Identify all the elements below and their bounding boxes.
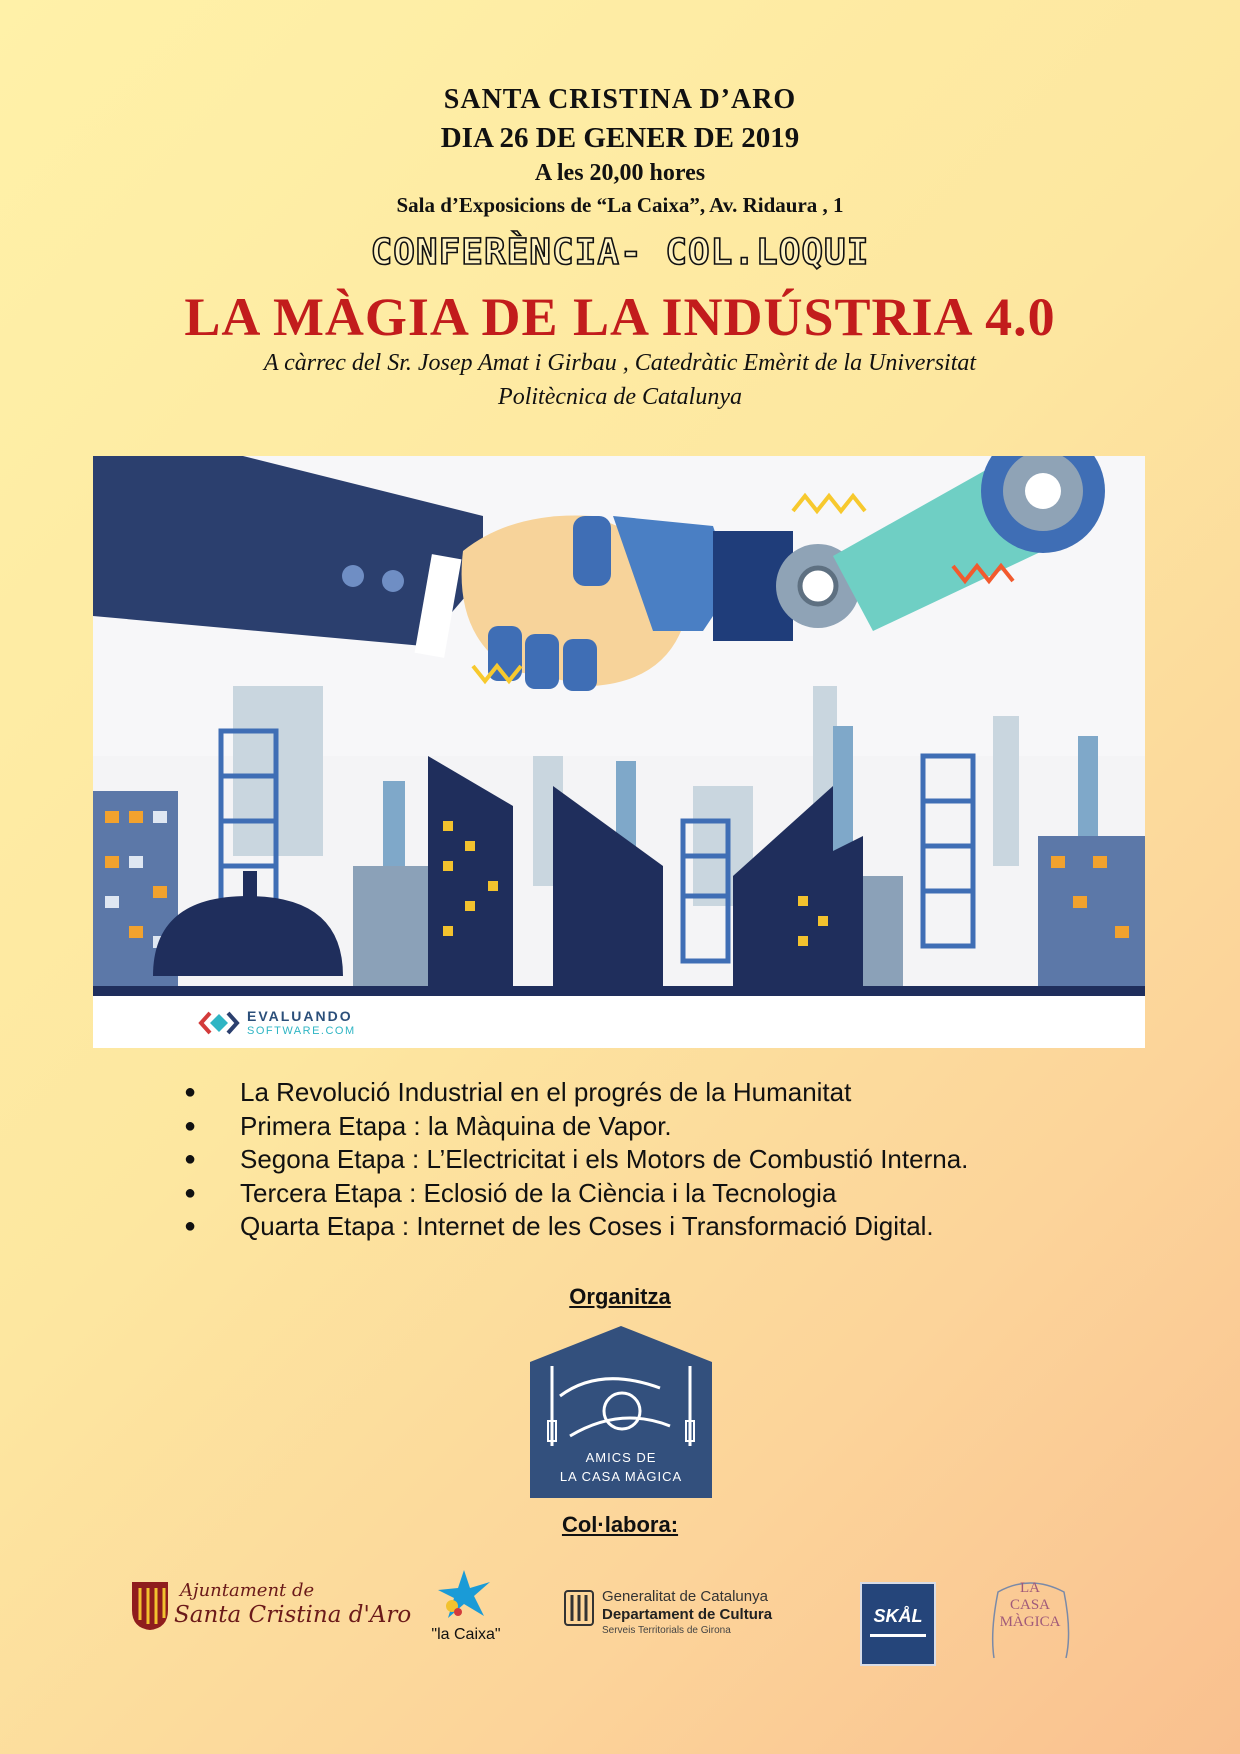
- lacaixa-star-icon: [434, 1568, 494, 1622]
- topic-text: Primera Etapa : la Màquina de Vapor.: [240, 1110, 672, 1141]
- event-time: A les 20,00 hores: [534, 160, 706, 186]
- casa-magica-line-2: CASA: [1009, 1597, 1050, 1613]
- coat-of-arms-icon: [130, 1580, 170, 1632]
- casa-magica-line-3: MÀGICA: [999, 1614, 1061, 1630]
- generalitat-logo: [564, 1588, 804, 1638]
- list-item: [180, 1143, 968, 1177]
- topics-list: [180, 1076, 968, 1244]
- skal-label: SKÅL: [873, 1606, 923, 1626]
- collaborators-label: Col·labora:: [561, 1512, 679, 1537]
- credit-line-1: EVALUANDO: [247, 1008, 353, 1024]
- bullet-icon: ●: [184, 1081, 197, 1103]
- evaluando-logo-icon: [198, 1009, 240, 1037]
- topic-text: Tercera Etapa : Eclosió de la Ciència i la Tecnologia: [240, 1177, 837, 1208]
- topic-text: Segona Etapa : L’Electricitat i els Motors de Combustió Interna.: [240, 1144, 969, 1174]
- speaker-line-2: Politècnica de Catalunya: [498, 384, 742, 410]
- lacaixa-logo: [424, 1568, 508, 1648]
- ajuntament-line-2: Santa Cristina d'Aro: [174, 1602, 412, 1628]
- bullet-icon: ●: [184, 1148, 197, 1170]
- event-date: DIA 26 DE GENER DE 2019: [440, 122, 800, 154]
- event-title: LA MÀGIA DE LA INDÚSTRIA 4.0: [184, 287, 1056, 347]
- amics-casa-magica-logo: [530, 1326, 712, 1498]
- bullet-icon: ●: [184, 1215, 197, 1237]
- hero-illustration: [93, 456, 1145, 1048]
- credit-line-2: SOFTWARE.COM: [247, 1025, 356, 1037]
- bullet-icon: ●: [184, 1114, 197, 1137]
- event-type: CONFERÈNCIA- COL.LOQUI: [370, 232, 870, 273]
- list-item: [180, 1076, 968, 1110]
- lacaixa-label: "la Caixa": [431, 1626, 501, 1643]
- list-item: [180, 1110, 968, 1144]
- organizer-logo-line-1: AMICS DE: [585, 1450, 657, 1465]
- generalitat-emblem-icon: [564, 1590, 594, 1626]
- ajuntament-line-1: Ajuntament de: [180, 1580, 315, 1601]
- speaker-line-1: A càrrec del Sr. Josep Amat i Girbau , Catedràtic Emèrit de la Universitat: [263, 350, 977, 376]
- list-item: [180, 1177, 968, 1211]
- event-venue: Sala d’Exposicions de “La Caixa”, Av. Ridaura , 1: [396, 193, 844, 217]
- list-item: [180, 1210, 968, 1244]
- generalitat-line-3: Serveis Territorials de Girona: [602, 1625, 731, 1636]
- organizer-label: Organitza: [569, 1284, 671, 1309]
- generalitat-line-2: Departament de Cultura: [602, 1606, 773, 1623]
- topic-text: Quarta Etapa : Internet de les Coses i Transformació Digital.: [240, 1211, 934, 1241]
- ajuntament-logo: [130, 1580, 412, 1632]
- organizer-logo-line-2: LA CASA MÀGICA: [559, 1469, 683, 1484]
- skal-stripe: [870, 1634, 926, 1637]
- casa-magica-line-1: LA: [1020, 1580, 1040, 1596]
- town-name: SANTA CRISTINA D’ARO: [443, 84, 797, 115]
- topic-text: La Revolució Industrial en el progrés de la Humanitat: [240, 1077, 852, 1107]
- generalitat-line-1: Generalitat de Catalunya: [602, 1588, 768, 1605]
- bullet-icon: ●: [184, 1181, 197, 1204]
- skal-logo: [860, 1582, 936, 1666]
- la-casa-magica-logo: [980, 1572, 1080, 1662]
